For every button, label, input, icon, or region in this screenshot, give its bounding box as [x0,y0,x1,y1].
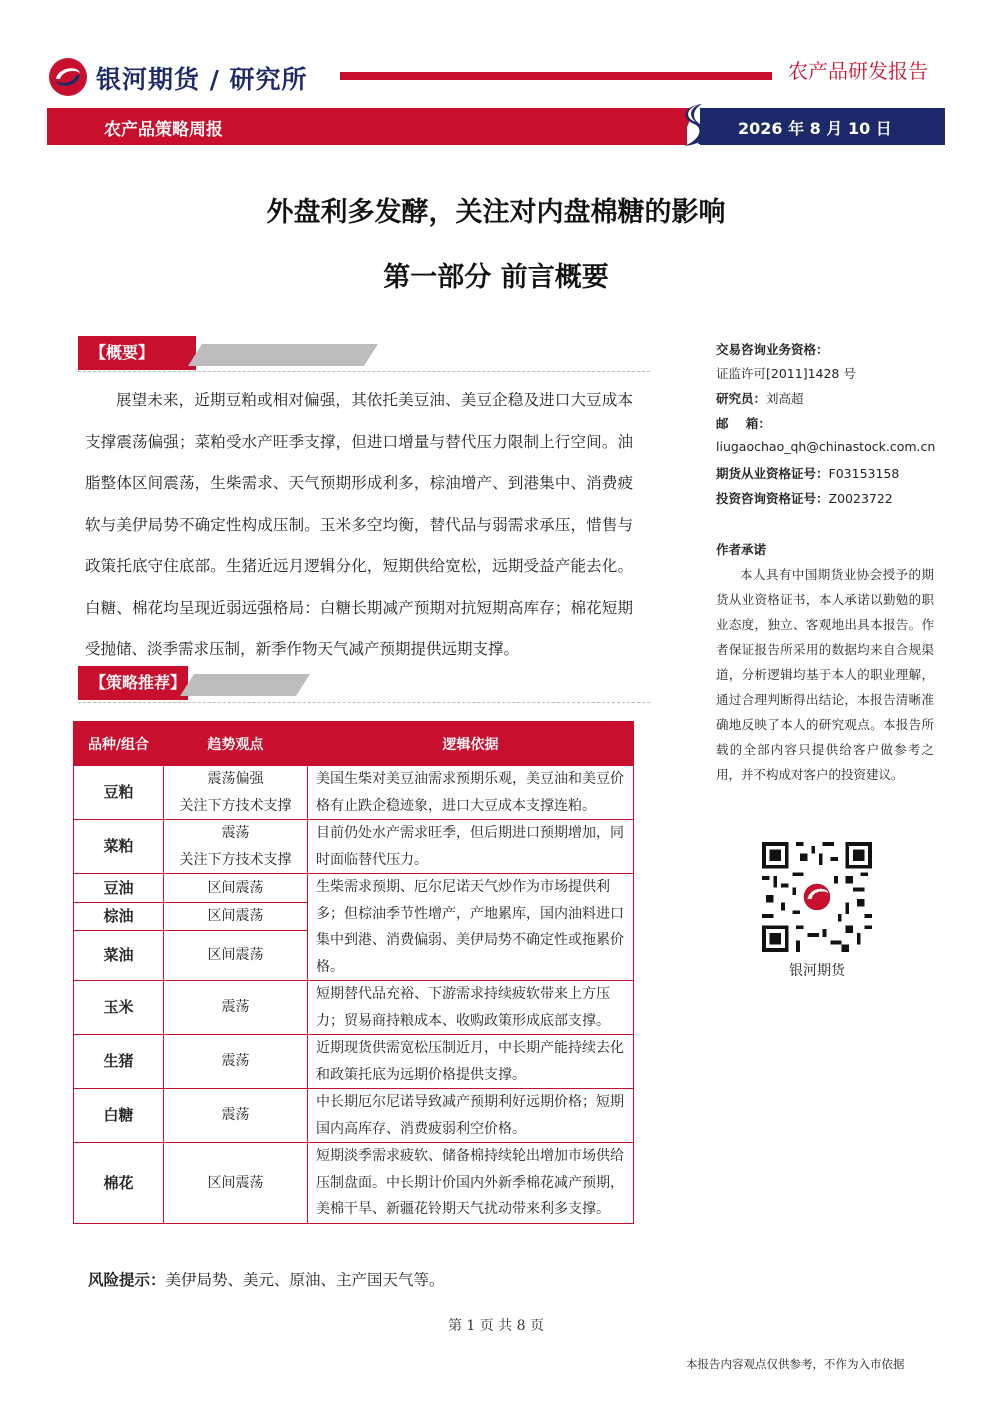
table-row [74,766,634,820]
table-row [74,1035,634,1089]
brand-name: 银河期货 / 研究所 [96,65,308,94]
logic-cell: 短期替代品充裕、下游需求持续疲软带来上方压力；贸易商持粮成本、收购政策形成底部支撑。 [308,981,634,1035]
view-cell: 区间震荡 [164,902,308,931]
researcher: 研究员：刘高超 [716,391,804,406]
logic-cell: 目前仍处水产需求旺季，但后期进口预期增加，同时面临替代压力。 [308,820,634,874]
futures-cert: 期货从业资格证号：F03153158 [716,466,900,481]
section-title: 第一部分 前言概要 [383,262,609,293]
variety-cell: 生猪 [74,1035,164,1089]
logic-cell: 短期淡季需求疲软、储备棉持续轮出增加市场供给压制盘面。中长期计价国内外新季棉花减产预期，美棉干旱、新疆花铃期天气扰动带来利多支撑。 [308,1143,634,1224]
strategy-label: 【策略推荐】 [78,666,188,700]
view-cell [164,766,308,820]
galaxy-logo-icon [48,57,88,97]
col-variety: 品种/组合 [74,722,164,766]
logic-cell: 美国生柴对美豆油需求预期乐观，美豆油和美豆价格有止跌企稳迹象，进口大豆成本支撑连粕。 [308,766,634,820]
view-cell [164,820,308,874]
col-logic: 逻辑依据 [308,722,634,766]
band-swirl-icon [640,100,730,152]
view-cell: 区间震荡 [164,1143,308,1224]
table-header-row [74,722,634,766]
report-type: 农产品研发报告 [788,59,928,83]
variety-cell: 菜粕 [74,820,164,874]
overview-heading [78,336,650,370]
qualification-label: 交易咨询业务资格： [716,342,829,357]
view-cell: 震荡 [164,1089,308,1143]
strategy-heading [78,666,650,700]
disclaimer: 本报告内容观点仅供参考，不作为入市依据 [686,1357,905,1371]
table-row [74,874,634,903]
view-text: 震荡 [221,825,250,841]
page-number: 第 1 页 共 8 页 [447,1318,545,1334]
risk-text: 美伊局势、美元、原油、主产国天气等。 [165,1271,445,1289]
table-row [74,820,634,874]
report-title: 外盘利多发酵，关注对内盘棉糖的影响 [266,197,726,228]
logic-cell: 近期现货供需宽松压制近月，中长期产能持续去化和政策托底为远期价格提供支撑。 [308,1035,634,1089]
strategy-table [73,721,634,1224]
table-row [74,981,634,1035]
table-row [74,1143,634,1224]
heading-accent [188,344,378,366]
view-cell: 区间震荡 [164,931,308,981]
variety-cell: 菜油 [74,931,164,981]
variety-cell: 玉米 [74,981,164,1035]
variety-cell: 棕油 [74,902,164,931]
logic-cell: 中长期厄尔尼诺导致减产预期利好远期价格；短期国内高库存、消费疲弱利空价格。 [308,1089,634,1143]
pledge-title: 作者承诺 [716,542,767,557]
email-link[interactable]: liugaochao_qh@chinastock.com.cn [716,439,936,454]
logic-cell: 生柴需求预期、厄尔尼诺天气炒作为市场提供利多；但棕油季节性增产，产地累库，国内油料进口集中到港、消费偏弱、美伊局势不确定性或拖累价格。 [308,874,634,981]
header-rule [340,72,772,80]
overview-label: 【概要】 [78,336,196,370]
divider [78,371,650,372]
view-cell: 震荡 [164,1035,308,1089]
qr-caption: 银河期货 [789,963,845,979]
view-cell: 区间震荡 [164,874,308,903]
col-view: 趋势观点 [164,722,308,766]
variety-cell: 豆油 [74,874,164,903]
qualification-value: 证监许可[2011]1428 号 [716,366,856,381]
overview-text: 展望未来，近期豆粕或相对偏强，其依托美豆油、美豆企稳及进口大豆成本支撑震荡偏强；菜粕受水产旺季支撑，但进口增量与替代压力限制上行空间。油脂整体区间震荡，生柴需求、天气预期形成利多，棕油增产、到港集中、消费疲软与美伊局势不确定性构成压制。玉米多空均衡，替代品与弱需求承压，惜售与政策托底守住底部。生猪近远月逻辑分化，短期供给宽松，远期受益产能去化。白糖、棉花均呈现近弱远强格局：白糖长期减产预期对抗短期高库存；棉花短期受抛储、淡季需求压制，新季作物天气减产预期提供远期支撑。 [85,391,633,658]
view-note: 关注下方技术支撑 [179,851,292,868]
qr-code-icon[interactable] [762,842,872,952]
variety-cell: 白糖 [74,1089,164,1143]
report-date: 2026 年 8 月 10 日 [738,119,892,138]
weekly-label: 农产品策略周报 [104,120,223,140]
view-text: 震荡偏强 [207,771,264,787]
view-note: 关注下方技术支撑 [179,797,292,814]
invest-cert: 投资咨询资格证号：Z0023722 [716,491,893,506]
risk-label: 风险提示： [88,1271,166,1289]
heading-accent [180,674,310,696]
pledge-text: 本人具有中国期货业协会授予的期货从业资格证书，本人承诺以勤勉的职业态度，独立、客观地出具本报告。作者保证报告所采用的数据均来自合规渠道，分析逻辑均基于本人的职业理解，通过合理判断得出结论，本报告清晰准确地反映了本人的研究观点。本报告所载的全部内容只提供给客户做参考之用，并不构成对客户的投资建议。 [716,567,934,782]
view-cell: 震荡 [164,981,308,1035]
divider [78,702,650,703]
variety-cell: 棉花 [74,1143,164,1224]
email-label: 邮 箱： [716,416,771,431]
variety-cell: 豆粕 [74,766,164,820]
risk-note [88,1268,445,1290]
table-row [74,1089,634,1143]
